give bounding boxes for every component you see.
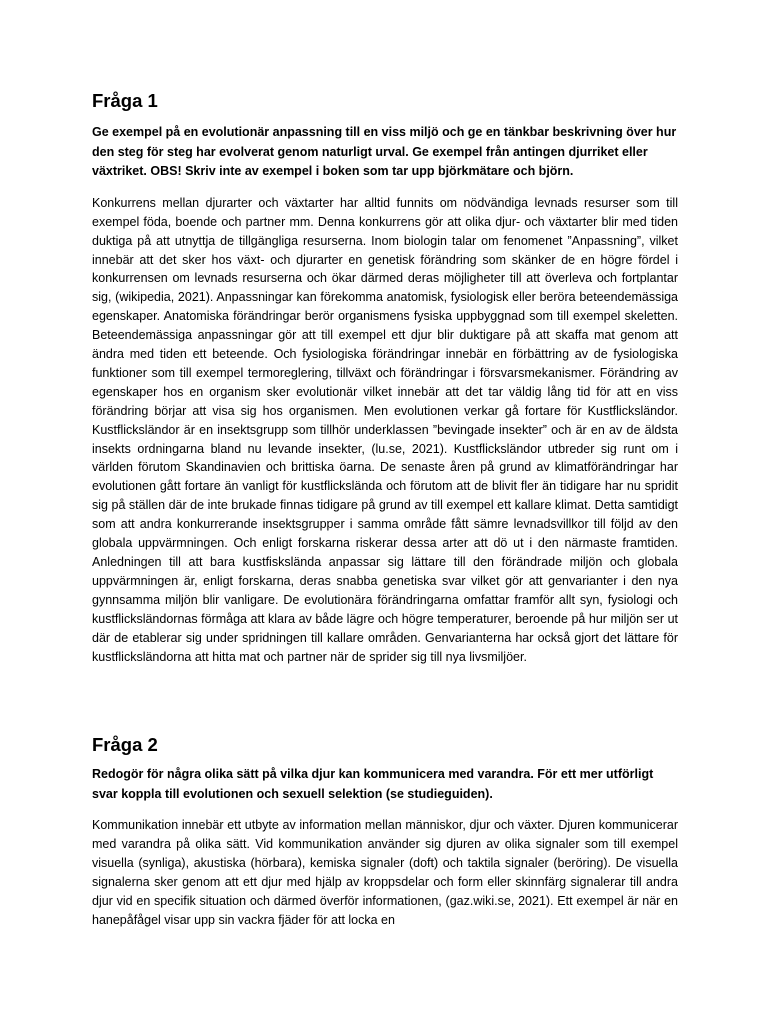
section-fraga-1 (92, 89, 678, 666)
section-heading: Fråga 1 (92, 90, 158, 111)
section-heading: Fråga 2 (92, 734, 158, 755)
answer-text: Kommunikation innebär ett utbyte av information mellan människor, djur och växter. Djuren kommunicerar med varandra på olika sätt. Vid kommunikation använder sig djuren av olika signaler som till exempel visuella (synliga), akustiska (hörbara), kemiska signaler (doft) och taktila signaler (beröring). De visuella signalerna sker genom att ett djur med hjälp av kroppsdelar och form eller skinnfärg signalerar till andra djur vid en specifik situation och därmed överför informationen, (gaz.wiki.se, 2021). Ett exempel är när en hanepåfågel visar upp sin vackra fjäder för att locka en (92, 818, 678, 927)
question-text: Redogör för några olika sätt på vilka djur kan kommunicera med varandra. För ett mer utförligt svar koppla till evolutionen och sexuell selektion (se studieguiden). (92, 767, 654, 801)
question-text: Ge exempel på en evolutionär anpassning till en viss miljö och ge en tänkbar beskrivning över hur den steg för steg har evolverat genom naturligt urval. Ge exempel från antingen djurriket eller växtriket. OBS! Skriv inte av exempel i boken som tar upp björkmätare och björn. (92, 125, 677, 179)
section-fraga-2 (92, 733, 678, 930)
answer-text: Konkurrens mellan djurarter och växtarter har alltid funnits om nödvändiga levnads resurser som till exempel föda, boende och partner mm. Denna konkurrens gör att olika djur- och växtarter blir med tiden duktiga på att utnyttja de tillgängliga resurserna. Inom biologin talar om fenomenet ”Anpassning”, vilket innebär att det sker hos växt- och djurarter en genetisk förändring som skänker de en högre fördel i konkurrensen om levnads resurserna och ökar därmed deras möjligheter till att överleva och fortplantar sig, (wikipedia, 2021). Anpassningar kan förekomma anatomisk, fysiologisk eller beröra beteendemässiga egenskaper. Anatomiska förändringar berör organismens fysiska uppbyggnad som till exempel skeletten. Beteendemässiga anpassningar gör att till exempel ett djur blir duktigare på att skaffa mat genom att ändra med tiden ett beteende. Och fysiologiska förändringar innebär en förbättring av de fysiologiska funktioner som till exempel termoreglering, tillväxt och förändringar i försvarsmekanismer. Förändring av egenskaper hos en organism sker evolutionär vilket innebär att det tar väldig lång tid för att en viss förändring börjar att visa sig hos organismen. Men evolutionen verkar gå fortare för Kustflicksländor. Kustflicksländor är en insektsgrupp som tillhör underklassen ”bevingade insekter” och är en av de äldsta insekts ordningarna bland nu levande insekter, (lu.se, 2021). Kustflicksländor utbreder sig runt om i världen förutom Skandinavien och brittiska öarna. De senaste åren på grund av klimatförändringar har evolutionen gått fortare än vanligt för kustflickslända och förutom att de blivit fler än tidigare har nu spridit sig på ställen där de inte brukade finnas tidigare på grund av till exempel ett kallare klimat. Detta samtidigt som att andra konkurrerande insektsgrupper i samma område fått sämre levnadsvillkor till följd av den globala uppvärmningen. Och enligt forskarna riskerar dessa arter att dö ut i den närmaste framtiden. Anledningen till att bara kustfiskslända anpassar sig lättare till den förändrade miljön och globala uppvärmningen är, enligt forskarna, deras snabba genetiska svar vilket gör att genvarianter i den nya gynnsamma miljön blir vanligare. De evolutionära förändringarna omfattar framför allt syn, fysiologi och kustflicksländornas förmåga att klara av både lägre och högre temperaturer, beroende på hur miljön ser ut där de etablerar sig under spridningen till kallare områden. Genvarianterna har också gjort det lättare för kustflicksländorna att hitta mat och partner när de sprider sig till nya livsmiljöer. (92, 195, 678, 664)
